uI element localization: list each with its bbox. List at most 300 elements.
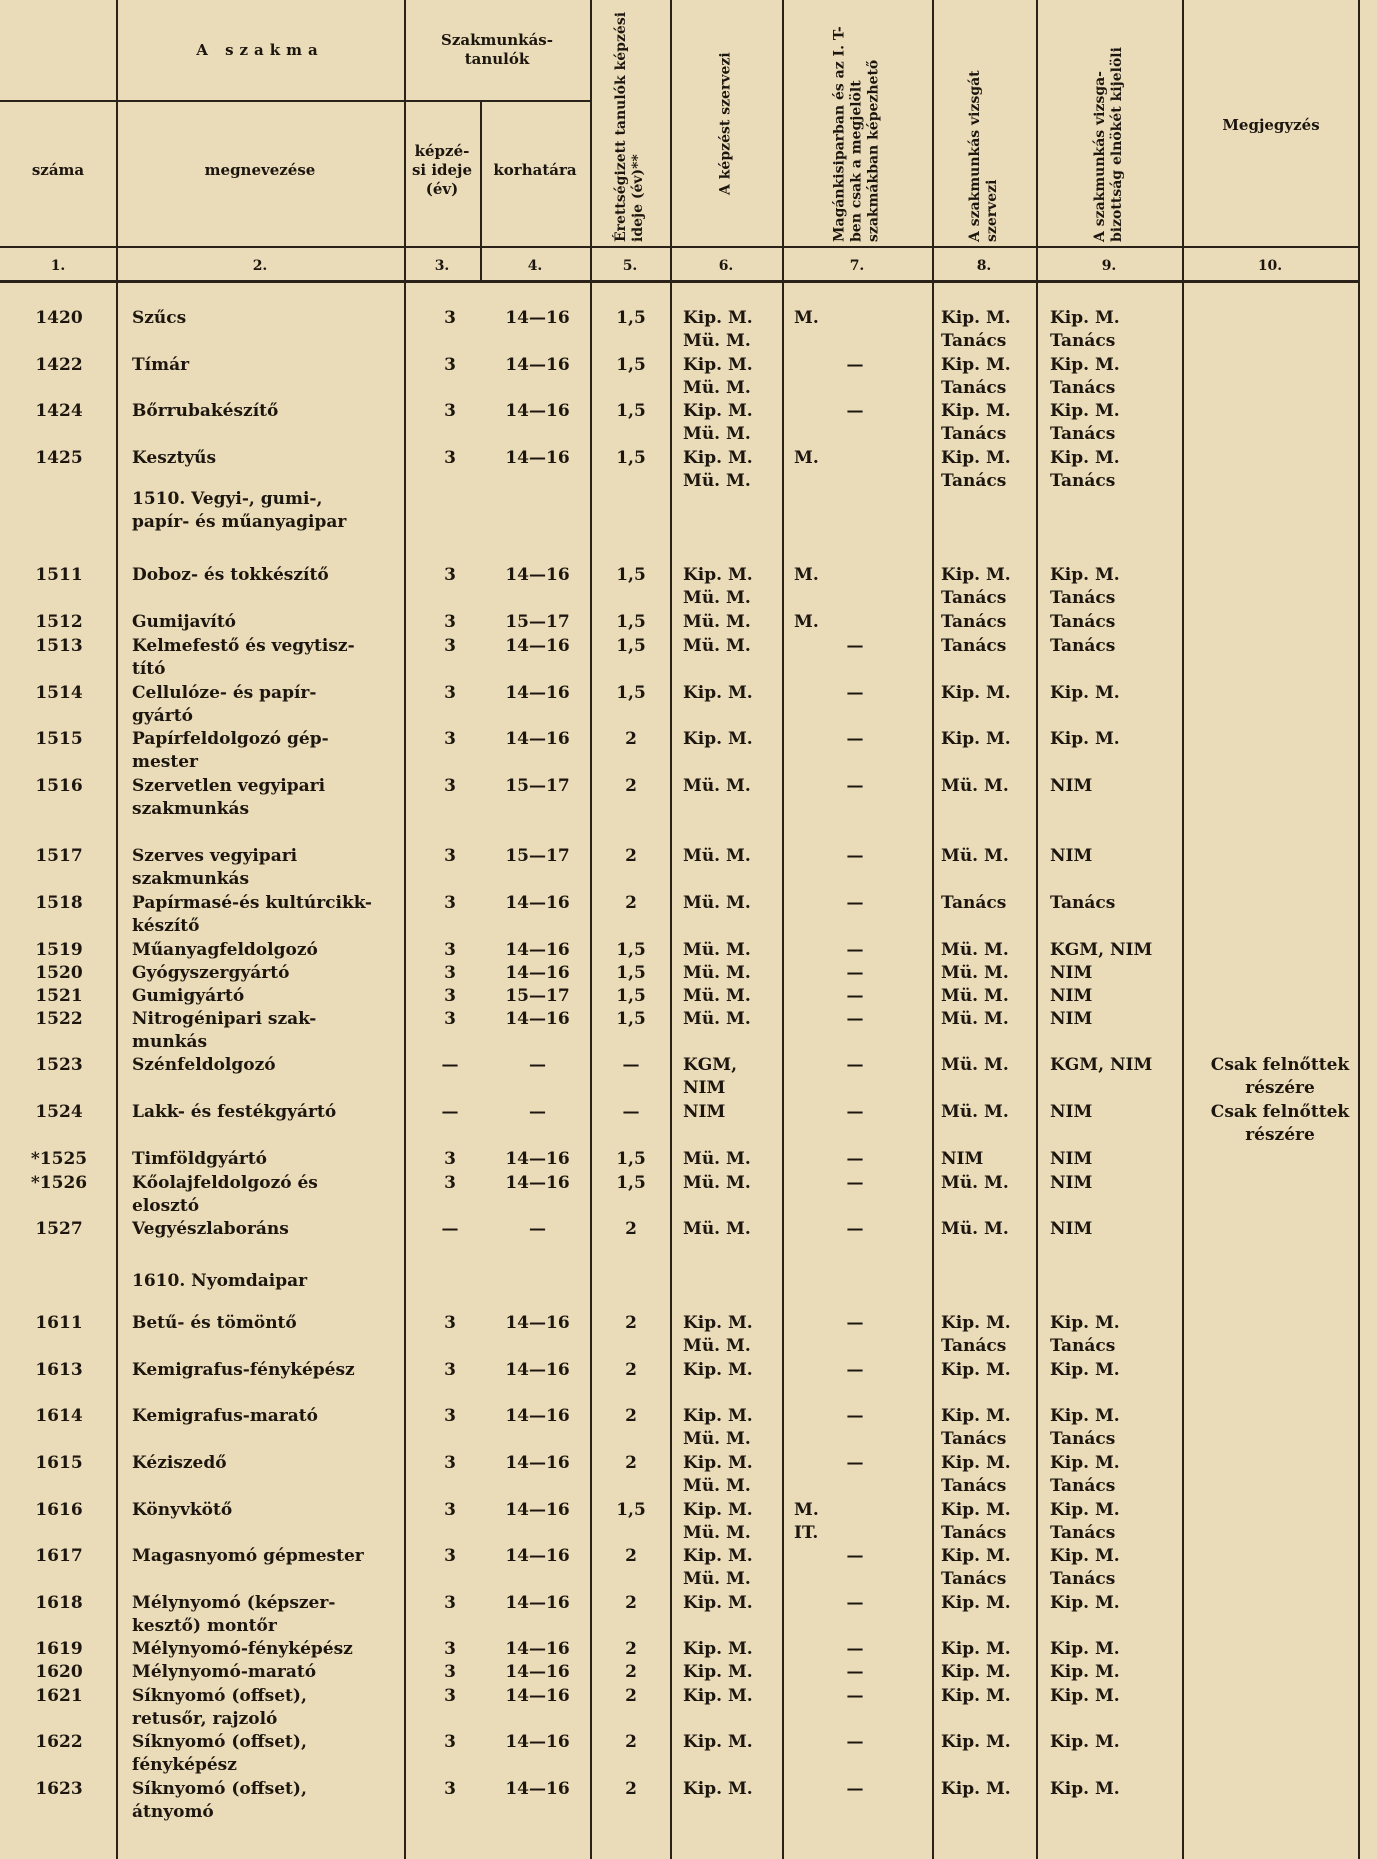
table-cell-graduate-duration: 2: [625, 1546, 637, 1566]
table-cell-name: Szénfeldolgozó: [132, 1055, 276, 1075]
table-cell-organizer: Mü. M.: [683, 776, 751, 796]
header-rule: [0, 280, 1358, 283]
table-cell-name: Gyógyszergyártó: [132, 963, 290, 983]
table-cell-number: 1524: [35, 1102, 83, 1122]
table-cell-number: 1623: [35, 1779, 83, 1799]
table-cell-graduate-duration: 2: [625, 776, 637, 796]
header-elnok: A szakmunkás vizsga-bizottság elnökét kijelöli: [1092, 47, 1125, 242]
table-cell-number: 1420: [35, 308, 83, 328]
table-cell-age-limit: 14—16: [505, 1009, 570, 1029]
table-cell-duration: 3: [444, 776, 456, 796]
table-cell-name: Mélynyomó-fényképész: [132, 1639, 353, 1659]
table-cell-graduate-duration: 1,5: [616, 986, 646, 1006]
table-cell-name: Vegyészlaboráns: [132, 1219, 289, 1239]
table-cell-chair-appointer: Kip. M.: [1050, 1779, 1120, 1799]
table-cell-exam-organizer: Mü. M.: [941, 1009, 1009, 1029]
table-cell-organizer: Kip. M.: [683, 1593, 753, 1613]
table-row: [0, 1452, 1377, 1496]
table-cell-graduate-duration: 2: [625, 1406, 637, 1426]
table-row: [0, 728, 1377, 772]
table-cell-exam-organizer: Mü. M.: [941, 1173, 1009, 1193]
table-cell-exam-organizer: Kip. M.: [941, 1593, 1011, 1613]
column-rule: [932, 0, 934, 1859]
table-cell-organizer: Kip. M. Mü. M.: [683, 1313, 753, 1356]
table-cell-age-limit: 14—16: [505, 683, 570, 703]
table-cell-age-limit: 14—16: [505, 729, 570, 749]
table-cell-chair-appointer: Kip. M.: [1050, 1360, 1120, 1380]
table-cell-graduate-duration: 1,5: [616, 308, 646, 328]
table-cell-duration: —: [441, 1102, 459, 1122]
table-cell-graduate-duration: 2: [625, 1779, 637, 1799]
table-cell-duration: 3: [444, 1686, 456, 1706]
table-cell-note: Csak felnőttek részére: [1210, 1055, 1350, 1098]
table-cell-chair-appointer: Kip. M. Tanács: [1050, 1453, 1120, 1496]
header-vizsgat-szervezi: A szakmunkás vizsgát szervezi: [967, 70, 1000, 242]
table-cell-private-industry: —: [846, 1546, 864, 1566]
table-cell-organizer: Kip. M.: [683, 1686, 753, 1706]
table-cell-chair-appointer: Kip. M. Tanács: [1050, 448, 1120, 491]
table-cell-number: *1525: [30, 1149, 88, 1169]
table-cell-chair-appointer: Kip. M.: [1050, 1732, 1120, 1752]
table-cell-duration: 3: [444, 1500, 456, 1520]
table-cell-graduate-duration: 2: [625, 1219, 637, 1239]
table-cell-duration: 3: [444, 308, 456, 328]
table-cell-organizer: Kip. M.: [683, 1360, 753, 1380]
table-cell-graduate-duration: 2: [625, 893, 637, 913]
table-cell-age-limit: 14—16: [505, 1313, 570, 1333]
column-number: 1.: [50, 258, 66, 274]
table-cell-graduate-duration: 2: [625, 729, 637, 749]
table-row: [0, 682, 1377, 726]
table-cell-exam-organizer: Kip. M. Tanács: [941, 448, 1011, 491]
column-rule: [1182, 0, 1184, 1859]
table-cell-private-industry: —: [846, 1173, 864, 1193]
header-szama: száma: [31, 160, 85, 179]
header-kepzesi-ideje: képzé- si ideje (év): [411, 141, 473, 198]
table-row: [0, 775, 1377, 819]
table-cell-organizer: Mü. M.: [683, 636, 751, 656]
table-cell-chair-appointer: Kip. M.: [1050, 1662, 1120, 1682]
table-cell-duration: 3: [444, 893, 456, 913]
table-cell-organizer: Kip. M.: [683, 683, 753, 703]
table-cell-organizer: NIM: [683, 1102, 726, 1122]
table-cell-private-industry: —: [846, 401, 864, 421]
table-row: [0, 1731, 1377, 1775]
table-cell-number: 1618: [35, 1593, 83, 1613]
table-cell-age-limit: 14—16: [505, 1406, 570, 1426]
table-cell-number: 1622: [35, 1732, 83, 1752]
table-cell-chair-appointer: KGM, NIM: [1050, 940, 1153, 960]
table-cell-exam-organizer: Mü. M.: [941, 776, 1009, 796]
table-cell-chair-appointer: Kip. M.: [1050, 1686, 1120, 1706]
table-cell-duration: 3: [444, 612, 456, 632]
table-row: [0, 1661, 1377, 1682]
table-cell-exam-organizer: Kip. M.: [941, 1639, 1011, 1659]
table-cell-number: 1617: [35, 1546, 83, 1566]
table-cell-private-industry: —: [846, 1639, 864, 1659]
table-cell-age-limit: —: [529, 1055, 546, 1075]
table-cell-chair-appointer: Kip. M. Tanács: [1050, 355, 1120, 398]
table-cell-exam-organizer: Kip. M.: [941, 1779, 1011, 1799]
table-cell-chair-appointer: NIM: [1050, 1149, 1093, 1169]
table-cell-name: Kesztyűs: [132, 448, 217, 468]
table-cell-exam-organizer: Kip. M. Tanács: [941, 308, 1011, 351]
table-cell-age-limit: —: [529, 1102, 546, 1122]
column-number: 8.: [976, 258, 992, 274]
table-cell-exam-organizer: Kip. M.: [941, 1360, 1011, 1380]
table-cell-exam-organizer: Kip. M. Tanács: [941, 355, 1011, 398]
table-cell-organizer: Kip. M. Mü. M.: [683, 401, 753, 444]
table-cell-note: Csak felnőttek részére: [1210, 1102, 1350, 1145]
table-cell-name: Tímár: [132, 355, 190, 375]
table-cell-number: 1521: [35, 986, 83, 1006]
table-cell-duration: 3: [444, 986, 456, 1006]
table-row: [0, 1008, 1377, 1052]
table-cell-organizer: Mü. M.: [683, 612, 751, 632]
table-cell-graduate-duration: —: [622, 1102, 640, 1122]
table-cell-name: Doboz- és tokkészítő: [132, 565, 329, 585]
table-cell-age-limit: 14—16: [505, 1546, 570, 1566]
table-cell-private-industry: —: [846, 1009, 864, 1029]
table-cell-duration: 3: [444, 1732, 456, 1752]
table-cell-name: Betű- és tömöntő: [132, 1313, 297, 1333]
table-row: [0, 1101, 1377, 1145]
table-cell-age-limit: 14—16: [505, 893, 570, 913]
section-heading: 1510. Vegyi-, gumi-, papír- és műanyagipar: [132, 489, 347, 532]
table-cell-graduate-duration: 1,5: [616, 612, 646, 632]
column-rule: [590, 0, 592, 1859]
column-rule: [670, 0, 672, 1859]
table-cell-name: Kemigrafus-fényképész: [132, 1360, 355, 1380]
table-cell-name: Szervetlen vegyipari szakmunkás: [132, 776, 326, 819]
table-cell-name: Kemigrafus-marató: [132, 1406, 318, 1426]
table-row: [0, 962, 1377, 983]
table-cell-duration: 3: [444, 1360, 456, 1380]
table-cell-number: 1611: [35, 1313, 83, 1333]
table-cell-number: *1526: [30, 1173, 88, 1193]
table-cell-number: 1527: [35, 1219, 83, 1239]
table-row: [0, 1148, 1377, 1169]
table-cell-organizer: Mü. M.: [683, 1219, 751, 1239]
table-cell-duration: 3: [444, 1313, 456, 1333]
table-cell-private-industry: —: [846, 729, 864, 749]
table-cell-number: 1523: [35, 1055, 83, 1075]
table-cell-duration: 3: [444, 729, 456, 749]
table-cell-exam-organizer: Mü. M.: [941, 846, 1009, 866]
table-cell-private-industry: —: [846, 1102, 864, 1122]
header-szakma: A szakma: [196, 40, 324, 59]
table-cell-organizer: Mü. M.: [683, 986, 751, 1006]
column-rule: [404, 0, 406, 1859]
column-number: 2.: [252, 258, 268, 274]
table-cell-chair-appointer: NIM: [1050, 1009, 1093, 1029]
table-cell-name: Papírmasé-és kultúrcikk- készítő: [132, 893, 372, 936]
table-cell-duration: 3: [444, 1779, 456, 1799]
table-cell-number: 1620: [35, 1662, 83, 1682]
table-cell-chair-appointer: NIM: [1050, 963, 1093, 983]
table-cell-chair-appointer: KGM, NIM: [1050, 1055, 1153, 1075]
table-cell-chair-appointer: Tanács: [1050, 612, 1116, 632]
table-cell-age-limit: 14—16: [505, 1500, 570, 1520]
table-cell-exam-organizer: Tanács: [941, 636, 1007, 656]
table-cell-duration: 3: [444, 1639, 456, 1659]
table-cell-duration: 3: [444, 1546, 456, 1566]
table-cell-duration: 3: [444, 963, 456, 983]
table-cell-duration: 3: [444, 636, 456, 656]
table-cell-age-limit: 14—16: [505, 308, 570, 328]
table-cell-age-limit: 15—17: [505, 612, 570, 632]
table-cell-exam-organizer: Kip. M.: [941, 683, 1011, 703]
table-row: [0, 1638, 1377, 1659]
table-row: [0, 1172, 1377, 1216]
table-cell-chair-appointer: Kip. M.: [1050, 1639, 1120, 1659]
table-row: [0, 1778, 1377, 1822]
table-cell-private-industry: —: [846, 1453, 864, 1473]
table-cell-age-limit: 14—16: [505, 448, 570, 468]
table-cell-duration: 3: [444, 355, 456, 375]
table-cell-name: Timföldgyártó: [132, 1149, 268, 1169]
table-cell-graduate-duration: 2: [625, 846, 637, 866]
table-cell-duration: 3: [444, 448, 456, 468]
table-cell-name: Szerves vegyipari szakmunkás: [132, 846, 298, 889]
column-number: 7.: [849, 258, 865, 274]
table-cell-name: Síknyomó (offset), átnyomó: [132, 1779, 307, 1822]
table-row: [0, 1218, 1377, 1239]
table-cell-organizer: Kip. M. Mü. M.: [683, 308, 753, 351]
table-cell-chair-appointer: Kip. M. Tanács: [1050, 565, 1120, 608]
table-cell-duration: 3: [444, 1009, 456, 1029]
table-cell-name: Papírfeldolgozó gép- mester: [132, 729, 329, 772]
table-cell-graduate-duration: 1,5: [616, 1500, 646, 1520]
table-row: [0, 611, 1377, 632]
table-cell-graduate-duration: 1,5: [616, 448, 646, 468]
table-cell-number: 1512: [35, 612, 83, 632]
table-cell-exam-organizer: Kip. M. Tanács: [941, 1313, 1011, 1356]
table-cell-organizer: Mü. M.: [683, 1009, 751, 1029]
table-cell-exam-organizer: Mü. M.: [941, 986, 1009, 1006]
table-cell-exam-organizer: Tanács: [941, 893, 1007, 913]
table-cell-graduate-duration: 2: [625, 1593, 637, 1613]
table-cell-age-limit: 14—16: [505, 1662, 570, 1682]
table-cell-private-industry: —: [846, 683, 864, 703]
table-cell-chair-appointer: Kip. M.: [1050, 1593, 1120, 1613]
table-cell-exam-organizer: Kip. M.: [941, 729, 1011, 749]
table-cell-duration: 3: [444, 1593, 456, 1613]
table-cell-private-industry: —: [846, 1149, 864, 1169]
table-cell-graduate-duration: 1,5: [616, 401, 646, 421]
table-cell-duration: 3: [444, 1406, 456, 1426]
table-cell-graduate-duration: 2: [625, 1313, 637, 1333]
table-row: [0, 1592, 1377, 1636]
table-cell-organizer: Mü. M.: [683, 893, 751, 913]
table-cell-name: Műanyagfeldolgozó: [132, 940, 318, 960]
table-cell-duration: 3: [444, 1662, 456, 1682]
table-cell-exam-organizer: Kip. M. Tanács: [941, 1546, 1011, 1589]
table-cell-exam-organizer: Mü. M.: [941, 1055, 1009, 1075]
table-cell-chair-appointer: Kip. M.: [1050, 729, 1120, 749]
table-cell-exam-organizer: Kip. M. Tanács: [941, 1500, 1011, 1543]
table-cell-private-industry: M.: [794, 308, 819, 328]
table-cell-name: Gumigyártó: [132, 986, 245, 1006]
table-cell-graduate-duration: 2: [625, 1360, 637, 1380]
table-cell-age-limit: 14—16: [505, 1686, 570, 1706]
column-number: 6.: [718, 258, 734, 274]
table-cell-organizer: Kip. M. Mü. M.: [683, 565, 753, 608]
table-cell-private-industry: M. IT.: [794, 1500, 819, 1543]
table-row: [0, 1545, 1377, 1589]
table-cell-number: 1519: [35, 940, 83, 960]
table-cell-name: Mélynyomó (képszer- kesztő) montőr: [132, 1593, 336, 1636]
column-number: 3.: [434, 258, 450, 274]
table-cell-age-limit: 15—17: [505, 776, 570, 796]
table-cell-chair-appointer: NIM: [1050, 1173, 1093, 1193]
table-row: [0, 985, 1377, 1006]
table-cell-graduate-duration: 1,5: [616, 636, 646, 656]
section-heading: 1610. Nyomdaipar: [132, 1271, 308, 1291]
table-row: [0, 892, 1377, 936]
table-row: [0, 845, 1377, 889]
column-rule: [1358, 0, 1360, 1859]
table-row: [0, 1499, 1377, 1543]
table-cell-organizer: Mü. M.: [683, 1173, 751, 1193]
table-cell-age-limit: 14—16: [505, 1360, 570, 1380]
table-cell-number: 1422: [35, 355, 83, 375]
header-erettsegizett: Érettségizett tanulók képzési ideje (év)**: [613, 11, 646, 242]
header-szakmunkas: Szakmunkás- tanulók: [441, 31, 553, 68]
table-cell-organizer: Kip. M. Mü. M.: [683, 1453, 753, 1496]
table-row: [0, 635, 1377, 679]
table-cell-organizer: Kip. M. Mü. M.: [683, 355, 753, 398]
header-megjegyzes: Megjegyzés: [1222, 115, 1320, 134]
table-cell-name: Kelmefestő és vegytisz- tító: [132, 636, 355, 679]
header-rule: [0, 100, 590, 102]
header-korhatara: korhatára: [493, 160, 577, 179]
table-cell-organizer: Kip. M.: [683, 1639, 753, 1659]
table-cell-duration: 3: [444, 940, 456, 960]
table-cell-chair-appointer: NIM: [1050, 1102, 1093, 1122]
table-cell-chair-appointer: Kip. M. Tanács: [1050, 401, 1120, 444]
header-megnevezese: megnevezése: [204, 160, 316, 179]
table-cell-organizer: Kip. M.: [683, 729, 753, 749]
table-cell-duration: 3: [444, 565, 456, 585]
table-cell-name: Könyvkötő: [132, 1500, 233, 1520]
table-cell-number: 1522: [35, 1009, 83, 1029]
table-row: [0, 1685, 1377, 1729]
table-cell-organizer: Kip. M. Mü. M.: [683, 448, 753, 491]
table-cell-name: Mélynyomó-marató: [132, 1662, 317, 1682]
table-cell-name: Szűcs: [132, 308, 187, 328]
table-cell-exam-organizer: Kip. M. Tanács: [941, 565, 1011, 608]
table-cell-number: 1614: [35, 1406, 83, 1426]
column-rule: [480, 100, 482, 280]
table-row: [0, 564, 1377, 608]
table-cell-number: 1515: [35, 729, 83, 749]
table-cell-duration: 3: [444, 1149, 456, 1169]
table-cell-name: Síknyomó (offset), fényképész: [132, 1732, 307, 1775]
table-cell-name: Magasnyomó gépmester: [132, 1546, 364, 1566]
column-number: 4.: [527, 258, 543, 274]
table-row: [0, 307, 1377, 351]
table-cell-number: 1616: [35, 1500, 83, 1520]
table-cell-exam-organizer: Kip. M.: [941, 1732, 1011, 1752]
table-cell-age-limit: 14—16: [505, 1593, 570, 1613]
table-cell-duration: 3: [444, 683, 456, 703]
table-cell-private-industry: —: [846, 1662, 864, 1682]
column-number: 9.: [1101, 258, 1117, 274]
table-cell-age-limit: 14—16: [505, 636, 570, 656]
table-cell-graduate-duration: 2: [625, 1453, 637, 1473]
table-cell-chair-appointer: NIM: [1050, 986, 1093, 1006]
table-row: [0, 1359, 1377, 1380]
table-cell-number: 1613: [35, 1360, 83, 1380]
table-cell-chair-appointer: Tanács: [1050, 636, 1116, 656]
table-cell-organizer: Mü. M.: [683, 846, 751, 866]
table-cell-graduate-duration: 1,5: [616, 355, 646, 375]
table-cell-graduate-duration: 2: [625, 1662, 637, 1682]
table-cell-name: Kőolajfeldolgozó és elosztó: [132, 1173, 318, 1216]
table-cell-chair-appointer: Tanács: [1050, 893, 1116, 913]
table-cell-number: 1619: [35, 1639, 83, 1659]
table-cell-duration: —: [441, 1219, 459, 1239]
table-cell-exam-organizer: Kip. M.: [941, 1662, 1011, 1682]
table-cell-number: 1517: [35, 846, 83, 866]
table-cell-duration: 3: [444, 1173, 456, 1193]
table-cell-number: 1424: [35, 401, 83, 421]
table-cell-duration: 3: [444, 1453, 456, 1473]
table-cell-exam-organizer: Tanács: [941, 612, 1007, 632]
table-cell-private-industry: —: [846, 1732, 864, 1752]
table-cell-age-limit: 14—16: [505, 1149, 570, 1169]
table-cell-private-industry: —: [846, 1779, 864, 1799]
table-cell-number: 1425: [35, 448, 83, 468]
table-cell-private-industry: —: [846, 1686, 864, 1706]
table-cell-private-industry: —: [846, 846, 864, 866]
table-cell-chair-appointer: Kip. M. Tanács: [1050, 1546, 1120, 1589]
header-magankisipar: Magánkisiparban és az I. T-ben csak a megjelölt szakmákban képezhető: [831, 26, 882, 242]
table-cell-private-industry: M.: [794, 565, 819, 585]
table-cell-name: Lakk- és festékgyártó: [132, 1102, 337, 1122]
table-row: [0, 939, 1377, 960]
table-cell-number: 1511: [35, 565, 83, 585]
table-cell-organizer: KGM, NIM: [683, 1055, 738, 1098]
table-cell-graduate-duration: 1,5: [616, 1173, 646, 1193]
table-cell-duration: —: [441, 1055, 459, 1075]
table-cell-graduate-duration: 1,5: [616, 683, 646, 703]
table-cell-organizer: Kip. M.: [683, 1732, 753, 1752]
table-cell-chair-appointer: Kip. M. Tanács: [1050, 308, 1120, 351]
table-cell-exam-organizer: Kip. M. Tanács: [941, 1406, 1011, 1449]
table-cell-private-industry: M.: [794, 448, 819, 468]
table-cell-number: 1514: [35, 683, 83, 703]
table-cell-private-industry: —: [846, 1360, 864, 1380]
table-cell-private-industry: M.: [794, 612, 819, 632]
table-cell-name: Bőrrubakészítő: [132, 401, 279, 421]
table-cell-chair-appointer: Kip. M. Tanács: [1050, 1313, 1120, 1356]
table-cell-name: Gumijavító: [132, 612, 237, 632]
table-cell-age-limit: 14—16: [505, 1639, 570, 1659]
column-rule: [116, 0, 118, 1859]
table-cell-private-industry: —: [846, 1406, 864, 1426]
table-cell-graduate-duration: 2: [625, 1639, 637, 1659]
table-cell-organizer: Kip. M. Mü. M.: [683, 1406, 753, 1449]
table-cell-number: 1513: [35, 636, 83, 656]
table-cell-organizer: Mü. M.: [683, 1149, 751, 1169]
table-cell-organizer: Kip. M. Mü. M.: [683, 1546, 753, 1589]
table-cell-exam-organizer: NIM: [941, 1149, 984, 1169]
table-cell-private-industry: —: [846, 940, 864, 960]
table-cell-graduate-duration: 1,5: [616, 1149, 646, 1169]
table-cell-graduate-duration: 2: [625, 1732, 637, 1752]
